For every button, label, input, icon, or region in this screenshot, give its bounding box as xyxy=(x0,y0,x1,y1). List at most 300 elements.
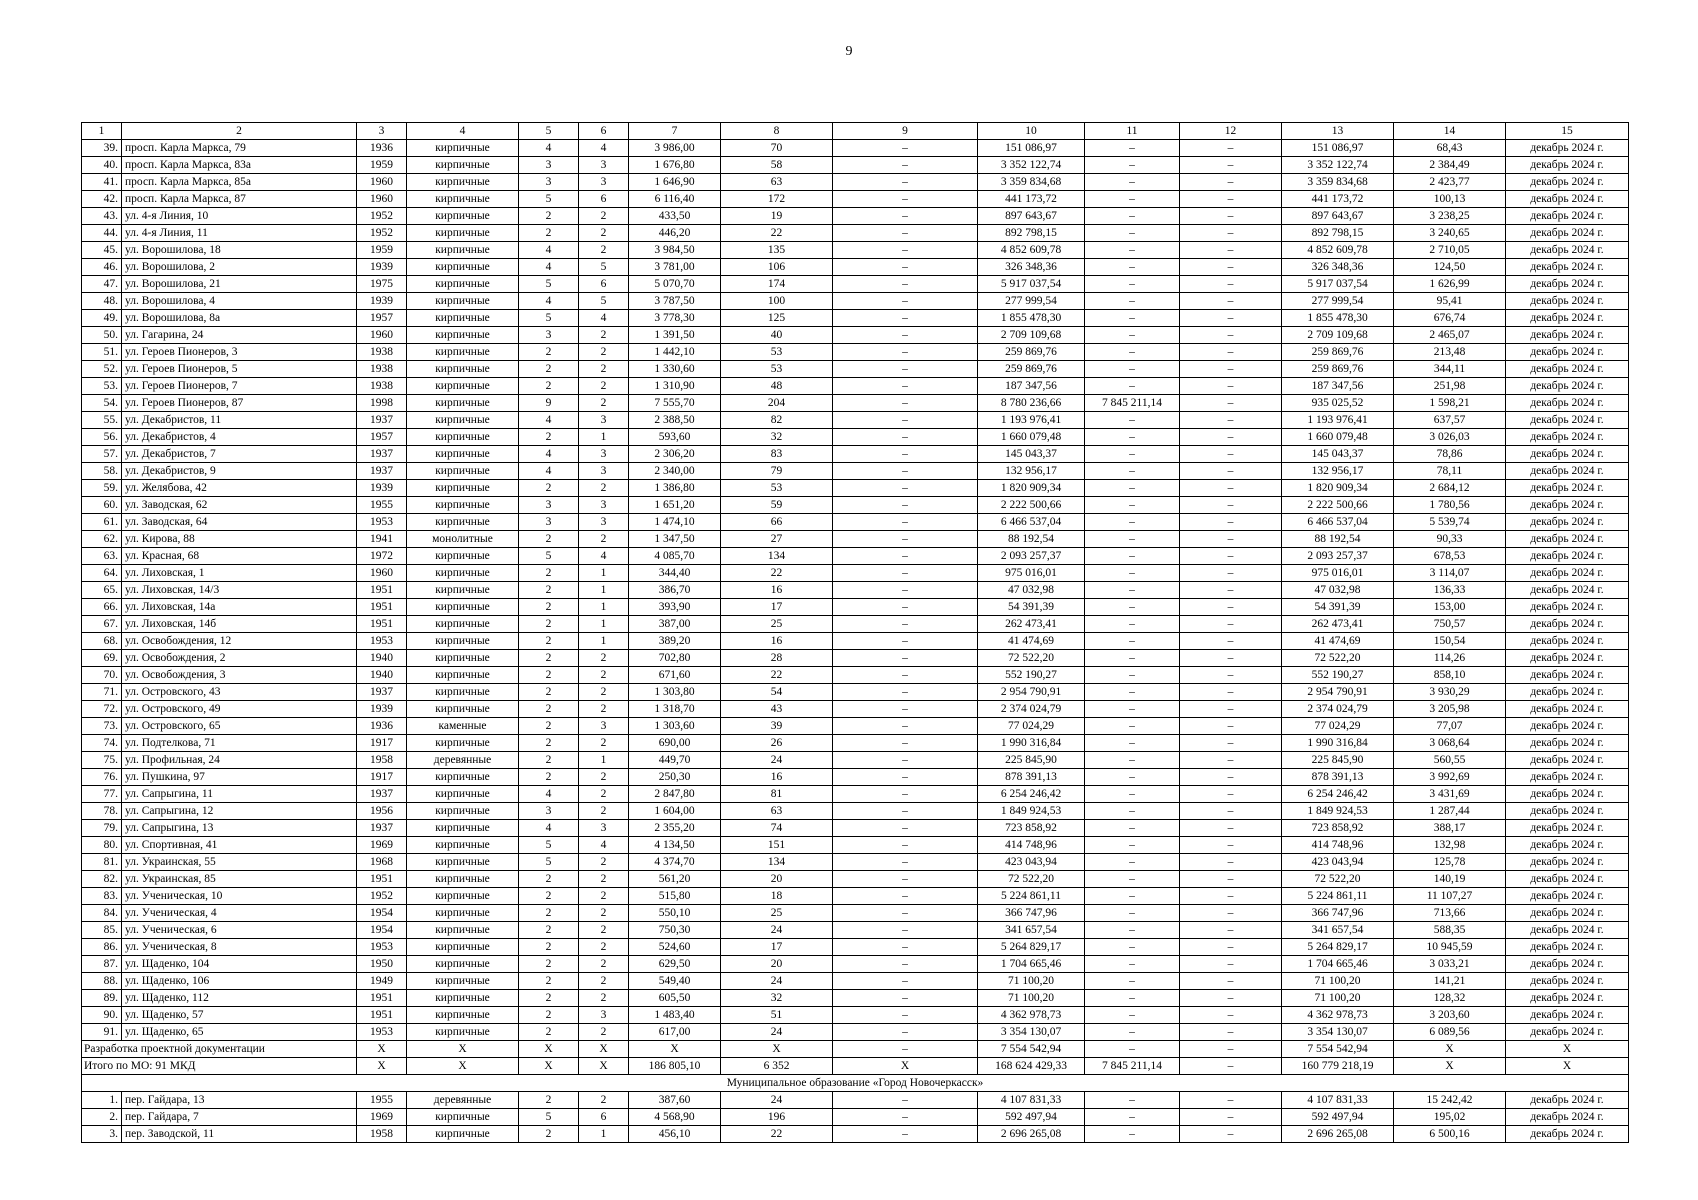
row-cell-col-7: 387,00 xyxy=(629,616,721,633)
column-number-2: 2 xyxy=(122,123,357,140)
row-cell-col-3: 1939 xyxy=(357,480,407,497)
row-cell-col-3: 1954 xyxy=(357,922,407,939)
row-cell-col-4: кирпичные xyxy=(407,208,519,225)
row-cell-col-11: – xyxy=(1085,973,1180,990)
row-cell-col-10: 441 173,72 xyxy=(978,191,1085,208)
row-cell-col-11: – xyxy=(1085,174,1180,191)
row-cell-col-9: – xyxy=(833,293,978,310)
row-cell-col-13: 2 954 790,91 xyxy=(1282,684,1394,701)
row-cell-col-3: 1951 xyxy=(357,871,407,888)
row-cell-col-4: кирпичные xyxy=(407,293,519,310)
row-cell-col-11: – xyxy=(1085,259,1180,276)
row-cell-col-8: 74 xyxy=(721,820,833,837)
row-cell-col-14: 3 205,98 xyxy=(1394,701,1506,718)
row-cell-col-12: – xyxy=(1180,412,1282,429)
row2-cell-col-7: 456,10 xyxy=(629,1126,721,1143)
row-cell-col-12: – xyxy=(1180,633,1282,650)
row-cell-col-4: кирпичные xyxy=(407,548,519,565)
row-cell-col-12: – xyxy=(1180,310,1282,327)
row-cell-col-12: – xyxy=(1180,174,1282,191)
row-cell-col-9: – xyxy=(833,412,978,429)
row2-cell-col-15: декабрь 2024 г. xyxy=(1506,1109,1629,1126)
row-cell-col-14: 3 033,21 xyxy=(1394,956,1506,973)
row-cell-col-5: 2 xyxy=(519,1007,579,1024)
row-cell-col-7: 449,70 xyxy=(629,752,721,769)
row2-cell-col-10: 592 497,94 xyxy=(978,1109,1085,1126)
row-cell-col-12: – xyxy=(1180,616,1282,633)
row-cell-col-2: ул. Ученическая, 10 xyxy=(122,888,357,905)
row-cell-col-8: 16 xyxy=(721,633,833,650)
row-cell-col-8: 100 xyxy=(721,293,833,310)
row-cell-col-13: 132 956,17 xyxy=(1282,463,1394,480)
row2-cell-col-2: пер. Гайдара, 7 xyxy=(122,1109,357,1126)
design-docs-row-cell-col-14: X xyxy=(1394,1041,1506,1058)
table-row xyxy=(82,769,1629,786)
row-cell-col-6: 3 xyxy=(579,412,629,429)
row-cell-col-3: 1972 xyxy=(357,548,407,565)
row-cell-col-14: 588,35 xyxy=(1394,922,1506,939)
row-cell-col-13: 1 990 316,84 xyxy=(1282,735,1394,752)
row-cell-col-10: 4 362 978,73 xyxy=(978,1007,1085,1024)
row-cell-col-6: 2 xyxy=(579,480,629,497)
row-cell-col-4: кирпичные xyxy=(407,735,519,752)
row-cell-col-5: 2 xyxy=(519,888,579,905)
row2-cell-col-9: – xyxy=(833,1092,978,1109)
row-cell-col-8: 17 xyxy=(721,939,833,956)
row-cell-col-11: – xyxy=(1085,735,1180,752)
row-cell-col-4: кирпичные xyxy=(407,191,519,208)
row-cell-col-10: 47 032,98 xyxy=(978,582,1085,599)
row-cell-col-11: – xyxy=(1085,531,1180,548)
row-cell-col-2: ул. Сапрыгина, 12 xyxy=(122,803,357,820)
row-cell-col-3: 1953 xyxy=(357,514,407,531)
row-cell-col-3: 1959 xyxy=(357,242,407,259)
row-cell-col-11: – xyxy=(1085,922,1180,939)
row-cell-col-4: кирпичные xyxy=(407,412,519,429)
row-cell-col-7: 1 347,50 xyxy=(629,531,721,548)
row-cell-col-1: 74. xyxy=(82,735,122,752)
row-cell-col-4: кирпичные xyxy=(407,157,519,174)
column-number-1: 1 xyxy=(82,123,122,140)
row-cell-col-14: 251,98 xyxy=(1394,378,1506,395)
row-cell-col-13: 1 660 079,48 xyxy=(1282,429,1394,446)
table-row xyxy=(82,973,1629,990)
row-cell-col-1: 49. xyxy=(82,310,122,327)
row-cell-col-5: 3 xyxy=(519,497,579,514)
row-cell-col-11: – xyxy=(1085,616,1180,633)
row-cell-col-12: – xyxy=(1180,378,1282,395)
row-cell-col-9: – xyxy=(833,514,978,531)
row-cell-col-14: 6 089,56 xyxy=(1394,1024,1506,1041)
row-cell-col-8: 24 xyxy=(721,752,833,769)
row-cell-col-2: ул. Украинская, 55 xyxy=(122,854,357,871)
row-cell-col-9: – xyxy=(833,871,978,888)
row-cell-col-7: 4 085,70 xyxy=(629,548,721,565)
table-row xyxy=(82,1109,1629,1126)
row-cell-col-4: кирпичные xyxy=(407,429,519,446)
table-row xyxy=(82,548,1629,565)
row-cell-col-2: ул. Освобождения, 3 xyxy=(122,667,357,684)
row-cell-col-7: 750,30 xyxy=(629,922,721,939)
page-number: 9 xyxy=(845,44,853,59)
row-cell-col-4: кирпичные xyxy=(407,174,519,191)
row-cell-col-11: – xyxy=(1085,225,1180,242)
row-cell-col-2: ул. Ворошилова, 21 xyxy=(122,276,357,293)
row-cell-col-14: 750,57 xyxy=(1394,616,1506,633)
column-number-8: 8 xyxy=(721,123,833,140)
row-cell-col-15: декабрь 2024 г. xyxy=(1506,786,1629,803)
row-cell-col-6: 2 xyxy=(579,667,629,684)
table-row xyxy=(82,327,1629,344)
row-cell-col-7: 629,50 xyxy=(629,956,721,973)
table-row xyxy=(82,565,1629,582)
column-number-12: 12 xyxy=(1180,123,1282,140)
row-cell-col-4: кирпичные xyxy=(407,922,519,939)
row2-cell-col-13: 4 107 831,33 xyxy=(1282,1092,1394,1109)
row-cell-col-12: – xyxy=(1180,650,1282,667)
row-cell-col-8: 63 xyxy=(721,174,833,191)
row-cell-col-1: 41. xyxy=(82,174,122,191)
row-cell-col-15: декабрь 2024 г. xyxy=(1506,514,1629,531)
row-cell-col-9: – xyxy=(833,667,978,684)
row-cell-col-3: 1951 xyxy=(357,616,407,633)
row-cell-col-15: декабрь 2024 г. xyxy=(1506,395,1629,412)
row-cell-col-1: 55. xyxy=(82,412,122,429)
row-cell-col-1: 43. xyxy=(82,208,122,225)
row-cell-col-11: – xyxy=(1085,412,1180,429)
row-cell-col-6: 2 xyxy=(579,701,629,718)
row-cell-col-13: 77 024,29 xyxy=(1282,718,1394,735)
row-cell-col-1: 63. xyxy=(82,548,122,565)
table-row xyxy=(82,820,1629,837)
row-cell-col-15: декабрь 2024 г. xyxy=(1506,157,1629,174)
total-row-cell-col-14: X xyxy=(1394,1058,1506,1075)
row-cell-col-9: – xyxy=(833,225,978,242)
row-cell-col-9: – xyxy=(833,140,978,157)
row-cell-col-4: кирпичные xyxy=(407,327,519,344)
row-cell-col-12: – xyxy=(1180,395,1282,412)
row-cell-col-13: 47 032,98 xyxy=(1282,582,1394,599)
row-cell-col-10: 4 852 609,78 xyxy=(978,242,1085,259)
row-cell-col-8: 125 xyxy=(721,310,833,327)
row-cell-col-7: 1 442,10 xyxy=(629,344,721,361)
row-cell-col-12: – xyxy=(1180,225,1282,242)
row-cell-col-15: декабрь 2024 г. xyxy=(1506,684,1629,701)
row-cell-col-11: – xyxy=(1085,667,1180,684)
row-cell-col-5: 5 xyxy=(519,837,579,854)
row-cell-col-15: декабрь 2024 г. xyxy=(1506,752,1629,769)
row-cell-col-10: 5 917 037,54 xyxy=(978,276,1085,293)
row2-cell-col-10: 2 696 265,08 xyxy=(978,1126,1085,1143)
table-body xyxy=(82,123,1629,1143)
row-cell-col-7: 702,80 xyxy=(629,650,721,667)
row-cell-col-11: – xyxy=(1085,429,1180,446)
row-cell-col-3: 1939 xyxy=(357,293,407,310)
row-cell-col-1: 51. xyxy=(82,344,122,361)
row-cell-col-11: – xyxy=(1085,718,1180,735)
row-cell-col-2: ул. Декабристов, 9 xyxy=(122,463,357,480)
column-number-15: 15 xyxy=(1506,123,1629,140)
row-cell-col-6: 4 xyxy=(579,310,629,327)
row-cell-col-5: 2 xyxy=(519,956,579,973)
row-cell-col-14: 150,54 xyxy=(1394,633,1506,650)
row-cell-col-7: 7 555,70 xyxy=(629,395,721,412)
row-cell-col-12: – xyxy=(1180,208,1282,225)
row-cell-col-7: 393,90 xyxy=(629,599,721,616)
row-cell-col-9: – xyxy=(833,429,978,446)
row-cell-col-11: – xyxy=(1085,803,1180,820)
row-cell-col-11: – xyxy=(1085,514,1180,531)
row-cell-col-1: 59. xyxy=(82,480,122,497)
row-cell-col-3: 1958 xyxy=(357,752,407,769)
row-cell-col-13: 2 222 500,66 xyxy=(1282,497,1394,514)
row-cell-col-14: 713,66 xyxy=(1394,905,1506,922)
row-cell-col-10: 88 192,54 xyxy=(978,531,1085,548)
row-cell-col-15: декабрь 2024 г. xyxy=(1506,667,1629,684)
row2-cell-col-8: 24 xyxy=(721,1092,833,1109)
table-row xyxy=(82,276,1629,293)
row-cell-col-7: 2 355,20 xyxy=(629,820,721,837)
row-cell-col-9: – xyxy=(833,973,978,990)
row-cell-col-5: 4 xyxy=(519,259,579,276)
table-row xyxy=(82,922,1629,939)
row-cell-col-6: 2 xyxy=(579,208,629,225)
row-cell-col-15: декабрь 2024 г. xyxy=(1506,803,1629,820)
table-row xyxy=(82,837,1629,854)
row-cell-col-3: 1938 xyxy=(357,344,407,361)
row-cell-col-3: 1957 xyxy=(357,310,407,327)
row-cell-col-1: 78. xyxy=(82,803,122,820)
row-cell-col-15: декабрь 2024 г. xyxy=(1506,497,1629,514)
row-cell-col-10: 187 347,56 xyxy=(978,378,1085,395)
row-cell-col-6: 2 xyxy=(579,939,629,956)
row-cell-col-7: 550,10 xyxy=(629,905,721,922)
design-docs-row-cell-col-12: – xyxy=(1180,1041,1282,1058)
row-cell-col-14: 90,33 xyxy=(1394,531,1506,548)
row-cell-col-10: 225 845,90 xyxy=(978,752,1085,769)
row-cell-col-15: декабрь 2024 г. xyxy=(1506,1024,1629,1041)
row-cell-col-13: 88 192,54 xyxy=(1282,531,1394,548)
row-cell-col-10: 5 224 861,11 xyxy=(978,888,1085,905)
row-cell-col-4: кирпичные xyxy=(407,701,519,718)
row-cell-col-14: 637,57 xyxy=(1394,412,1506,429)
row-cell-col-12: – xyxy=(1180,259,1282,276)
housing-repair-table xyxy=(81,122,1629,1143)
row-cell-col-9: – xyxy=(833,650,978,667)
row-cell-col-5: 2 xyxy=(519,650,579,667)
row-cell-col-3: 1937 xyxy=(357,820,407,837)
row-cell-col-4: кирпичные xyxy=(407,854,519,871)
table-row xyxy=(82,956,1629,973)
row-cell-col-8: 51 xyxy=(721,1007,833,1024)
table-row xyxy=(82,803,1629,820)
row-cell-col-14: 5 539,74 xyxy=(1394,514,1506,531)
row-cell-col-13: 1 193 976,41 xyxy=(1282,412,1394,429)
row-cell-col-8: 32 xyxy=(721,429,833,446)
row-cell-col-1: 82. xyxy=(82,871,122,888)
row-cell-col-6: 3 xyxy=(579,157,629,174)
row-cell-col-1: 42. xyxy=(82,191,122,208)
row-cell-col-10: 71 100,20 xyxy=(978,990,1085,1007)
row-cell-col-13: 71 100,20 xyxy=(1282,990,1394,1007)
row-cell-col-15: декабрь 2024 г. xyxy=(1506,259,1629,276)
row-cell-col-2: просп. Карла Маркса, 85а xyxy=(122,174,357,191)
table-row xyxy=(82,344,1629,361)
row2-cell-col-13: 2 696 265,08 xyxy=(1282,1126,1394,1143)
row-cell-col-4: кирпичные xyxy=(407,939,519,956)
row-cell-col-1: 90. xyxy=(82,1007,122,1024)
row-cell-col-12: – xyxy=(1180,871,1282,888)
row-cell-col-8: 20 xyxy=(721,871,833,888)
column-number-10: 10 xyxy=(978,123,1085,140)
row-cell-col-12: – xyxy=(1180,735,1282,752)
row-cell-col-3: 1975 xyxy=(357,276,407,293)
row2-cell-col-14: 195,02 xyxy=(1394,1109,1506,1126)
row-cell-col-14: 388,17 xyxy=(1394,820,1506,837)
row-cell-col-1: 69. xyxy=(82,650,122,667)
row-cell-col-8: 83 xyxy=(721,446,833,463)
row-cell-col-8: 70 xyxy=(721,140,833,157)
row-cell-col-7: 1 386,80 xyxy=(629,480,721,497)
row2-cell-col-8: 196 xyxy=(721,1109,833,1126)
row-cell-col-6: 1 xyxy=(579,752,629,769)
row-cell-col-12: – xyxy=(1180,514,1282,531)
row-cell-col-3: 1960 xyxy=(357,191,407,208)
row-cell-col-2: ул. Ворошилова, 4 xyxy=(122,293,357,310)
row-cell-col-11: – xyxy=(1085,344,1180,361)
table-row xyxy=(82,633,1629,650)
total-row-cell-col-8: 6 352 xyxy=(721,1058,833,1075)
row-cell-col-3: 1941 xyxy=(357,531,407,548)
row-cell-col-14: 1 626,99 xyxy=(1394,276,1506,293)
row-cell-col-8: 53 xyxy=(721,361,833,378)
row-cell-col-3: 1956 xyxy=(357,803,407,820)
row-cell-col-8: 135 xyxy=(721,242,833,259)
row-cell-col-13: 892 798,15 xyxy=(1282,225,1394,242)
row-cell-col-3: 1959 xyxy=(357,157,407,174)
row-cell-col-9: – xyxy=(833,531,978,548)
row-cell-col-3: 1951 xyxy=(357,582,407,599)
row2-cell-col-12: – xyxy=(1180,1092,1282,1109)
design-docs-row-cell-col-7: X xyxy=(629,1041,721,1058)
row-cell-col-11: – xyxy=(1085,599,1180,616)
row-cell-col-5: 4 xyxy=(519,820,579,837)
row2-cell-col-5: 2 xyxy=(519,1092,579,1109)
row-cell-col-15: декабрь 2024 г. xyxy=(1506,854,1629,871)
row-cell-col-15: декабрь 2024 г. xyxy=(1506,174,1629,191)
row-cell-col-15: декабрь 2024 г. xyxy=(1506,973,1629,990)
table-row xyxy=(82,480,1629,497)
section-row xyxy=(82,1075,1629,1092)
table-row xyxy=(82,310,1629,327)
row-cell-col-7: 5 070,70 xyxy=(629,276,721,293)
row-cell-col-14: 95,41 xyxy=(1394,293,1506,310)
row2-cell-col-4: деревянные xyxy=(407,1092,519,1109)
row-cell-col-8: 106 xyxy=(721,259,833,276)
row2-cell-col-2: пер. Заводской, 11 xyxy=(122,1126,357,1143)
column-number-11: 11 xyxy=(1085,123,1180,140)
row-cell-col-4: кирпичные xyxy=(407,378,519,395)
row-cell-col-13: 3 359 834,68 xyxy=(1282,174,1394,191)
row-cell-col-5: 5 xyxy=(519,276,579,293)
row-cell-col-13: 6 466 537,04 xyxy=(1282,514,1394,531)
row-cell-col-9: – xyxy=(833,786,978,803)
row-cell-col-10: 41 474,69 xyxy=(978,633,1085,650)
row-cell-col-5: 2 xyxy=(519,582,579,599)
row-cell-col-2: ул. Ученическая, 6 xyxy=(122,922,357,939)
table-row xyxy=(82,514,1629,531)
row-cell-col-12: – xyxy=(1180,599,1282,616)
row-cell-col-14: 1 598,21 xyxy=(1394,395,1506,412)
row-cell-col-15: декабрь 2024 г. xyxy=(1506,769,1629,786)
row-cell-col-3: 1954 xyxy=(357,905,407,922)
table-row xyxy=(82,140,1629,157)
row-cell-col-1: 73. xyxy=(82,718,122,735)
row-cell-col-1: 85. xyxy=(82,922,122,939)
row-cell-col-13: 935 025,52 xyxy=(1282,395,1394,412)
row-cell-col-11: – xyxy=(1085,293,1180,310)
row-cell-col-8: 53 xyxy=(721,344,833,361)
table-row xyxy=(82,888,1629,905)
row-cell-col-12: – xyxy=(1180,429,1282,446)
table-row xyxy=(82,429,1629,446)
row-cell-col-13: 326 348,36 xyxy=(1282,259,1394,276)
column-number-row xyxy=(82,123,1629,140)
row-cell-col-14: 68,43 xyxy=(1394,140,1506,157)
row-cell-col-15: декабрь 2024 г. xyxy=(1506,939,1629,956)
design-docs-row-label: Разработка проектной документации xyxy=(82,1041,357,1058)
table-row xyxy=(82,752,1629,769)
row-cell-col-12: – xyxy=(1180,344,1282,361)
row-cell-col-1: 86. xyxy=(82,939,122,956)
row-cell-col-9: – xyxy=(833,378,978,395)
row-cell-col-15: декабрь 2024 г. xyxy=(1506,140,1629,157)
row-cell-col-5: 2 xyxy=(519,939,579,956)
column-number-6: 6 xyxy=(579,123,629,140)
row-cell-col-8: 26 xyxy=(721,735,833,752)
row-cell-col-5: 2 xyxy=(519,684,579,701)
row-cell-col-4: кирпичные xyxy=(407,497,519,514)
row-cell-col-12: – xyxy=(1180,1024,1282,1041)
row-cell-col-7: 4 134,50 xyxy=(629,837,721,854)
row-cell-col-1: 52. xyxy=(82,361,122,378)
row-cell-col-4: кирпичные xyxy=(407,786,519,803)
row-cell-col-4: кирпичные xyxy=(407,956,519,973)
row-cell-col-5: 2 xyxy=(519,531,579,548)
row-cell-col-15: декабрь 2024 г. xyxy=(1506,327,1629,344)
row-cell-col-3: 1968 xyxy=(357,854,407,871)
row-cell-col-7: 690,00 xyxy=(629,735,721,752)
row-cell-col-13: 277 999,54 xyxy=(1282,293,1394,310)
row-cell-col-12: – xyxy=(1180,565,1282,582)
row-cell-col-9: – xyxy=(833,497,978,514)
row-cell-col-7: 6 116,40 xyxy=(629,191,721,208)
row-cell-col-6: 3 xyxy=(579,514,629,531)
row-cell-col-6: 2 xyxy=(579,786,629,803)
row-cell-col-2: ул. Декабристов, 11 xyxy=(122,412,357,429)
row-cell-col-12: – xyxy=(1180,990,1282,1007)
row-cell-col-2: ул. Ворошилова, 18 xyxy=(122,242,357,259)
row-cell-col-7: 605,50 xyxy=(629,990,721,1007)
row-cell-col-11: – xyxy=(1085,140,1180,157)
row-cell-col-12: – xyxy=(1180,939,1282,956)
row-cell-col-15: декабрь 2024 г. xyxy=(1506,225,1629,242)
row-cell-col-2: ул. Освобождения, 2 xyxy=(122,650,357,667)
row-cell-col-6: 2 xyxy=(579,854,629,871)
row-cell-col-6: 3 xyxy=(579,446,629,463)
row-cell-col-12: – xyxy=(1180,820,1282,837)
row-cell-col-1: 68. xyxy=(82,633,122,650)
